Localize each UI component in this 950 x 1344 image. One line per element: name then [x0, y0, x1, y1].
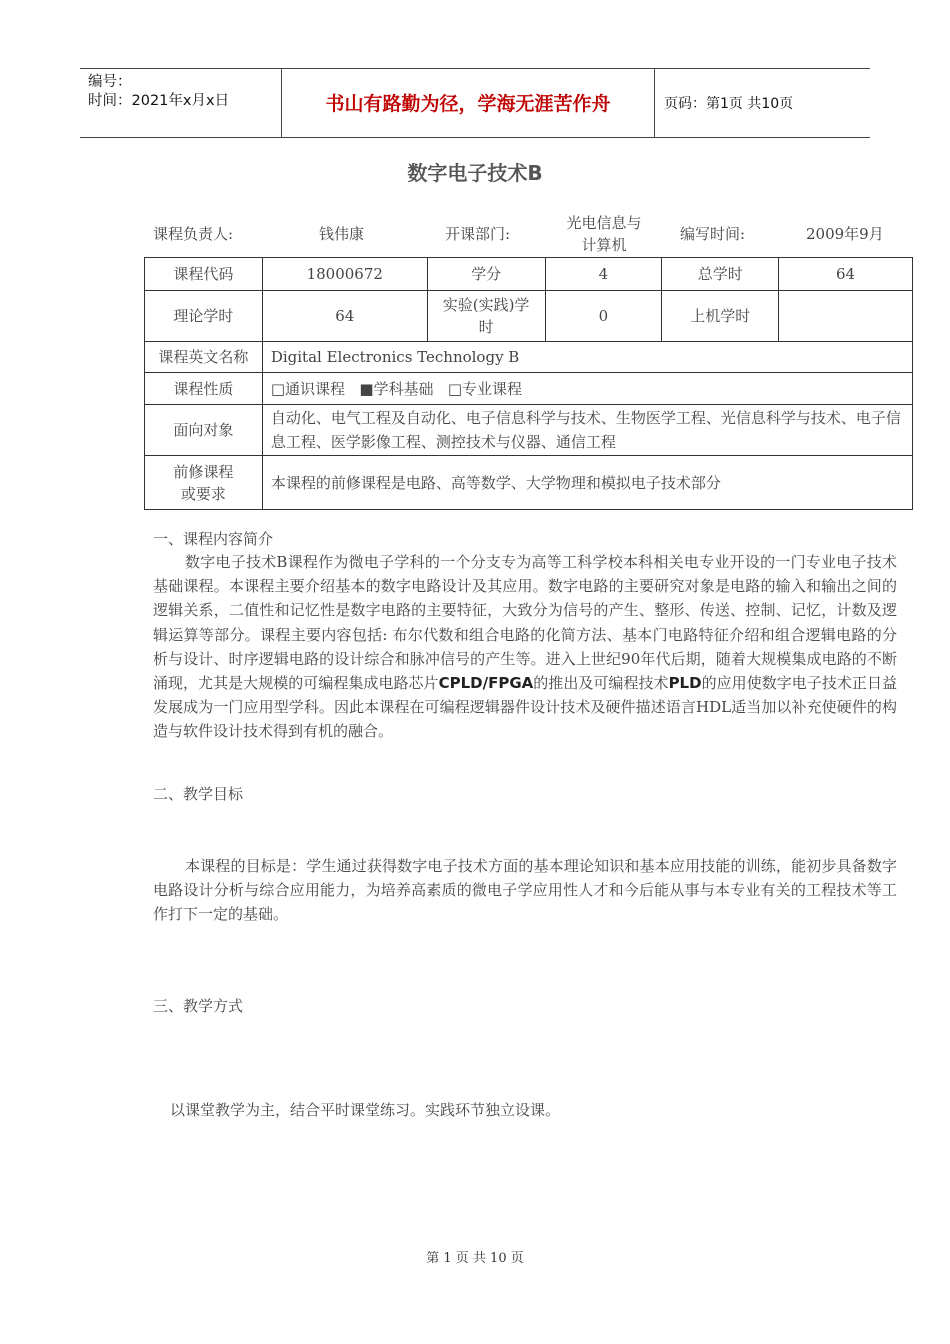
computer-label: 上机学时 [662, 291, 779, 342]
section-heading: 三、教学方式 [153, 997, 244, 1015]
nature-option-general: □通识课程 [270, 379, 346, 398]
total-hours-value: 64 [779, 258, 913, 291]
lab-value: 0 [545, 291, 662, 342]
table-row [145, 258, 913, 291]
total-hours-label: 总学时 [662, 258, 779, 291]
page-footer: 第 1 页 共 10 页 [426, 1251, 524, 1266]
header-page-info: 页码：第1页 共10页 [664, 96, 794, 112]
theory-label: 理论学时 [145, 291, 263, 342]
date-value: 2009年9月 [806, 225, 884, 243]
header-motto: 书山有路勤为径，学海无涯苦作舟 [325, 93, 611, 115]
doc-number-label: 编号： [88, 74, 132, 90]
course-nature-label: 课程性质 [145, 373, 263, 405]
prereq-value: 本课程的前修课程是电路、高等数学、大学物理和模拟电子技术部分 [262, 456, 912, 510]
section-heading: 二、教学目标 [153, 785, 244, 803]
dept-value: 光电信息与 计算机 [566, 214, 642, 254]
dept-label: 开课部门: [445, 225, 511, 243]
credit-label: 学分 [427, 258, 545, 291]
lab-label: 实验(实践)学 时 [427, 291, 545, 342]
header-divider [654, 69, 655, 137]
section-heading: 一、课程内容简介 [153, 530, 274, 548]
code-label: 课程代码 [145, 258, 263, 291]
english-name-value: Digital Electronics Technology B [262, 342, 912, 373]
nature-option-discipline: ■学科基础 [359, 379, 434, 398]
header-meta [88, 73, 229, 111]
document-header [80, 68, 870, 138]
english-name-label: 课程英文名称 [145, 342, 263, 373]
owner-label: 课程负责人: [153, 225, 234, 243]
doc-time-label: 时间：2021年x月x日 [88, 93, 230, 109]
computer-value [779, 291, 913, 342]
course-nature-options [262, 373, 912, 405]
page-title: 数字电子技术B [407, 161, 543, 185]
section-paragraph: 数字电子技术B课程作为微电子学科的一个分支专为高等工科学校本科相关电专业开设的一门专业电子技术基础课程。本课程主要介绍基本的数字电路设计及其应用。数字电路的主要研究对象是电路的输入和输出之间的逻辑关系，二值性和记忆性是数字电路的主要特征，大致分为信号的产生、整形、传送、控制、记忆，计数及逻辑运算等部分。课程主要内容包括: 布尔代数和组合电路的化简方法、基本门电路特征介绍和组合逻辑电路的分析与设计、时序逻辑电路的设计综合和脉冲信号的产生等。进入上世纪90年代后期，随着大规模集成电路的不断涌现，尤其是大规模的可编程集成电路芯片CPLD/FPGA的推出及可编程技术PLD的应用使数字电子技术正日益发展成为一门应用型学科。因此本课程在可编程逻辑器件设计技术及硬件描述语言HDL适当加以补充使硬件的构造与软件设计技术得到有机的融合。 [153, 553, 897, 741]
table-row [145, 291, 913, 342]
table-row [145, 405, 913, 456]
nature-option-major: □专业课程 [447, 379, 523, 398]
date-label: 编写时间: [680, 225, 746, 243]
theory-value: 64 [262, 291, 427, 342]
audience-value: 自动化、电气工程及自动化、电子信息科学与技术、生物医学工程、光信息科学与技术、电子信息工程、医学影像工程、测控技术与仪器、通信工程 [262, 405, 912, 456]
section-paragraph: 以课堂教学为主，结合平时课堂练习。实践环节独立设课。 [170, 1101, 561, 1119]
course-info-table [144, 257, 913, 510]
section-paragraph: 本课程的目标是：学生通过获得数字电子技术方面的基本理论知识和基本应用技能的训练，能初步具备数字电路设计分析与综合应用能力，为培养高素质的微电子学应用性人才和今后能从事与本专业有关的工程技术等工作打下一定的基础。 [153, 857, 897, 924]
owner-value: 钱伟康 [319, 225, 365, 243]
prereq-label: 前修课程 或要求 [145, 456, 263, 510]
table-row [145, 342, 913, 373]
code-value: 18000672 [262, 258, 427, 291]
table-row [145, 456, 913, 510]
audience-label: 面向对象 [145, 405, 263, 456]
credit-value: 4 [545, 258, 662, 291]
table-row [145, 373, 913, 405]
